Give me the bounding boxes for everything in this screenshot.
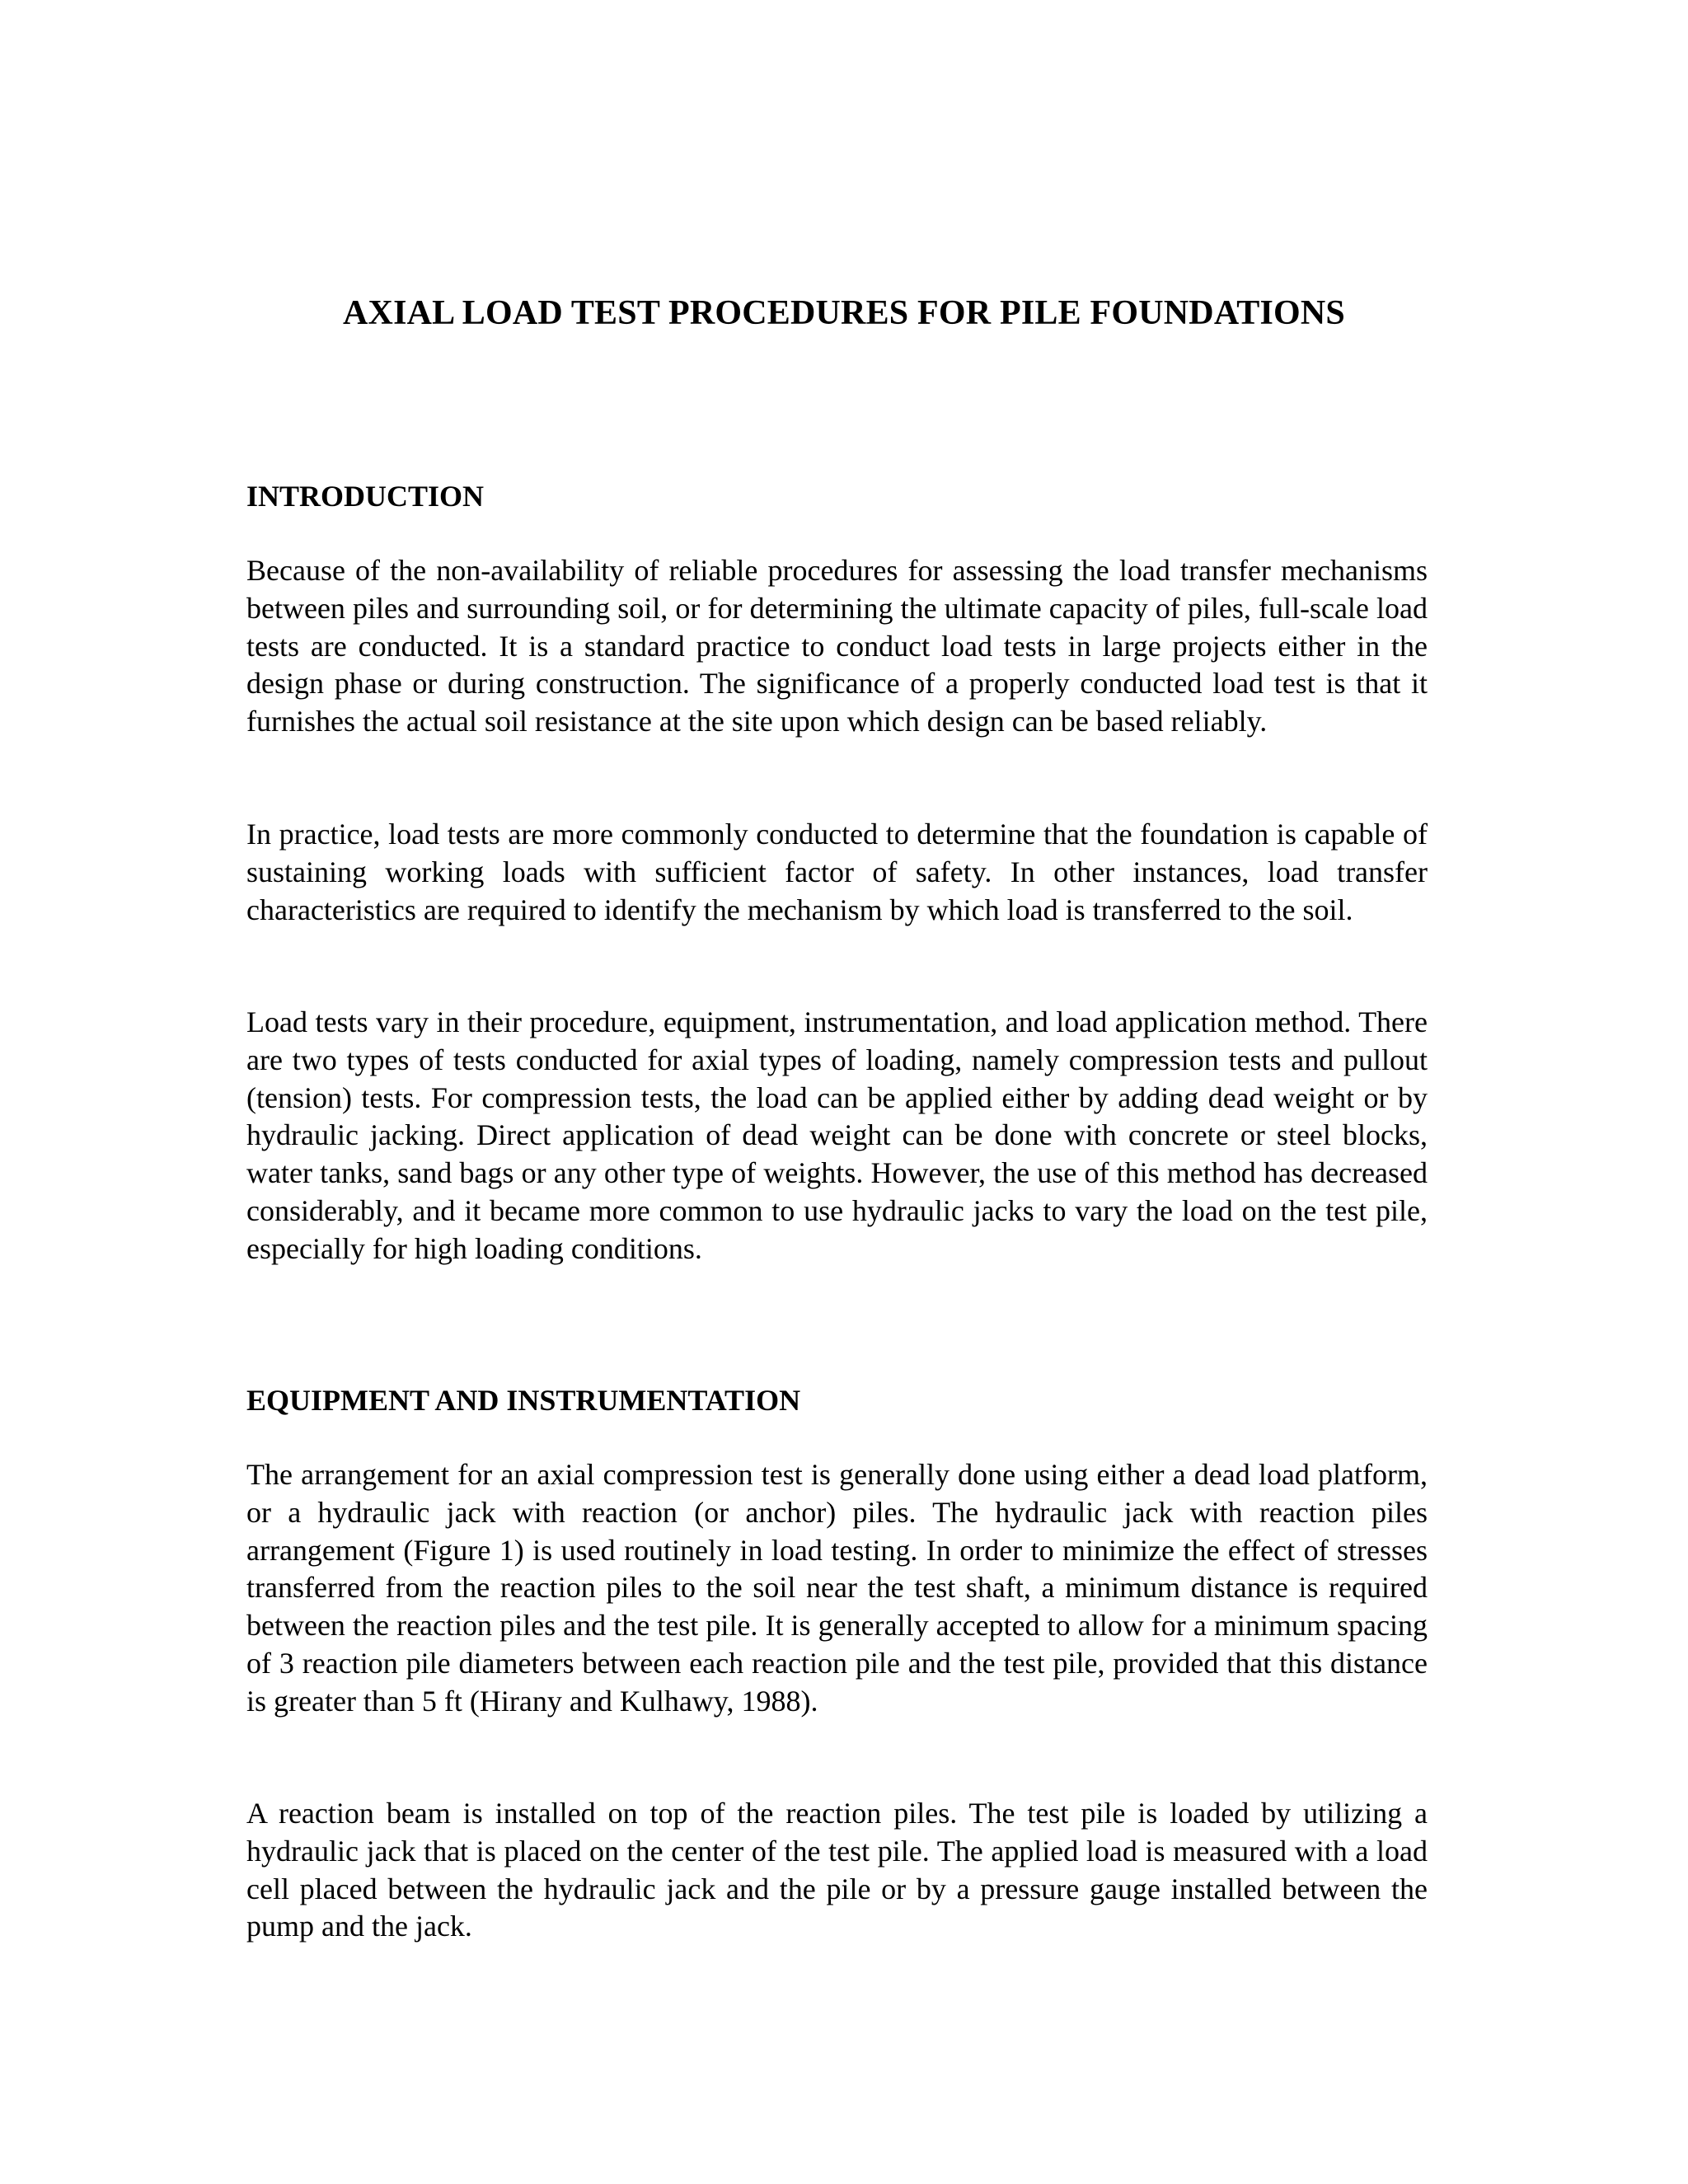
- section-heading-equipment-and-instrumentation: EQUIPMENT AND INSTRUMENTATION: [246, 1384, 801, 1417]
- section-heading-introduction: INTRODUCTION: [246, 480, 485, 513]
- equipment-paragraph-2: A reaction beam is installed on top of the reaction piles. The test pile is loaded by utilizing a hydraulic jack that is placed on the center of the test pile. The applied load is measured with a load cell placed between the hydraulic jack and the pile or by a pressure gauge installed between the pump and the jack.: [246, 1797, 1428, 1943]
- introduction-paragraph-1: Because of the non-availability of reliable procedures for assessing the load transfer mechanisms between piles and surrounding soil, or for determining the ultimate capacity of piles, full-scale load tests are conducted. It is a standard practice to conduct load tests in large projects either in the design phase or during construction. The significance of a properly conducted load test is that it furnishes the actual soil resistance at the site upon which design can be based reliably.: [246, 554, 1428, 738]
- introduction-paragraph-3: Load tests vary in their procedure, equipment, instrumentation, and load application method. There are two types of tests conducted for axial types of loading, namely compression tests and pullout (tension) tests. For compression tests, the load can be applied either by adding dead weight or by hydraulic jacking. Direct application of dead weight can be done with concrete or steel blocks, water tanks, sand bags or any other type of weights. However, the use of this method has decreased considerably, and it became more common to use hydraulic jacks to vary the load on the test pile, especially for high loading conditions.: [246, 1005, 1428, 1265]
- equipment-paragraph-1: The arrangement for an axial compression test is generally done using either a dead load platform, or a hydraulic jack with reaction (or anchor) piles. The hydraulic jack with reaction piles arrangement (Figure 1) is used routinely in load testing. In order to minimize the effect of stresses transferred from the reaction piles to the soil near the test shaft, a minimum distance is required between the reaction piles and the test pile. It is generally accepted to allow for a minimum spacing of 3 reaction pile diameters between each reaction pile and the test pile, provided that this distance is greater than 5 ft (Hirany and Kulhawy, 1988).: [246, 1458, 1428, 1718]
- introduction-paragraph-2: In practice, load tests are more commonly conducted to determine that the foundation is capable of sustaining working loads with sufficient factor of safety. In other instances, load transfer characteristics are required to identify the mechanism by which load is transferred to the soil.: [246, 818, 1428, 926]
- document-title: AXIAL LOAD TEST PROCEDURES FOR PILE FOUNDATIONS: [343, 294, 1345, 332]
